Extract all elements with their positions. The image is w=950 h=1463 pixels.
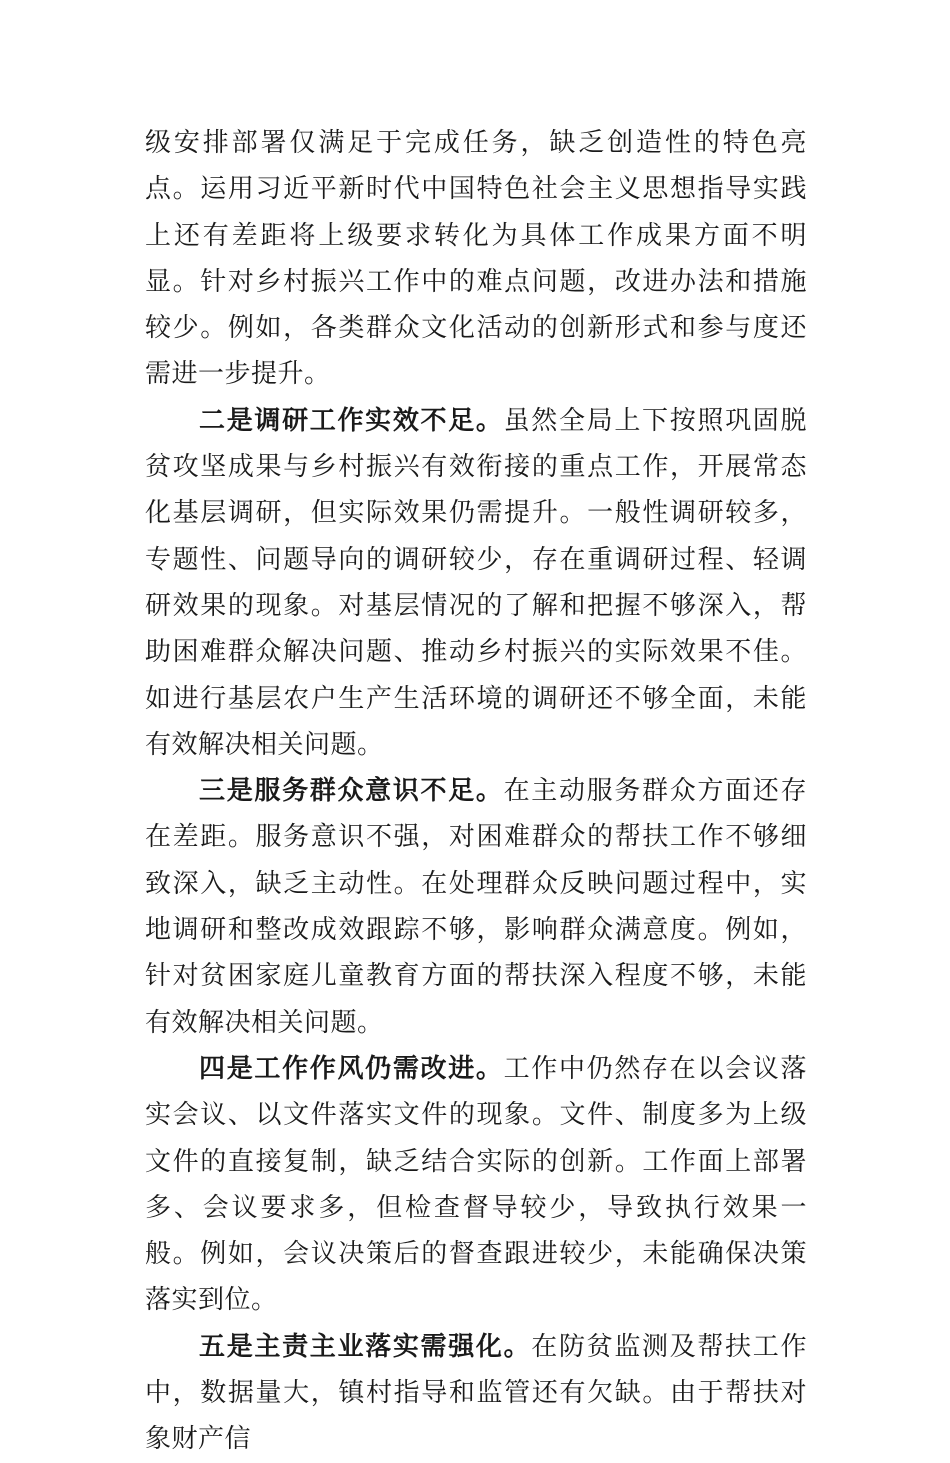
paragraph-heading: 五是主责主业落实需强化。 [199, 1331, 532, 1362]
paragraph-service [145, 768, 807, 1046]
paragraph-text: 在防贫监测及帮扶工作中，数据量大，镇村指导和监管还有欠缺。由于帮扶对象财产信 [145, 1331, 807, 1455]
paragraph-heading: 四是工作作风仍需改进。 [199, 1053, 504, 1084]
paragraph-text: 级安排部署仅满足于完成任务，缺乏创造性的特色亮点。运用习近平新时代中国特色社会主义思想指导实践上还有差距将上级要求转化为具体工作成果方面不明显。针对乡村振兴工作中的难点问题，改进办法和措施较少。例如，各类群众文化活动的创新形式和参与度还需进一步提升。 [145, 128, 807, 390]
paragraph-heading: 二是调研工作实效不足。 [199, 405, 504, 436]
paragraph-text: 虽然全局上下按照巩固脱贫攻坚成果与乡村振兴有效衔接的重点工作，开展常态化基层调研，但实际效果仍需提升。一般性调研较多，专题性、问题导向的调研较少，存在重调研过程、轻调研效果的现象。对基层情况的了解和把握不够深入，帮助困难群众解决问题、推动乡村振兴的实际效果不佳。如进行基层农户生产生活环境的调研还不够全面，未能有效解决相关问题。 [145, 405, 807, 760]
paragraph-research [145, 398, 807, 768]
paragraph-text: 工作中仍然存在以会议落实会议、以文件落实文件的现象。文件、制度多为上级文件的直接复制，缺乏结合实际的创新。工作面上部署多、会议要求多，但检查督导较少，导致执行效果一般。例如，会议决策后的督查跟进较少，未能确保决策落实到位。 [145, 1053, 807, 1316]
paragraph-responsibility [145, 1324, 807, 1463]
paragraph-continuation [145, 120, 807, 398]
paragraph-heading: 三是服务群众意识不足。 [199, 776, 504, 807]
paragraph-work-style [145, 1046, 807, 1324]
paragraph-text: 在主动服务群众方面还存在差距。服务意识不强，对困难群众的帮扶工作不够细致深入，缺乏主动性。在处理群众反映问题过程中，实地调研和整改成效跟踪不够，影响群众满意度。例如，针对贫困家庭儿童教育方面的帮扶深入程度不够，未能有效解决相关问题。 [145, 776, 807, 1038]
document-body [145, 120, 807, 1463]
